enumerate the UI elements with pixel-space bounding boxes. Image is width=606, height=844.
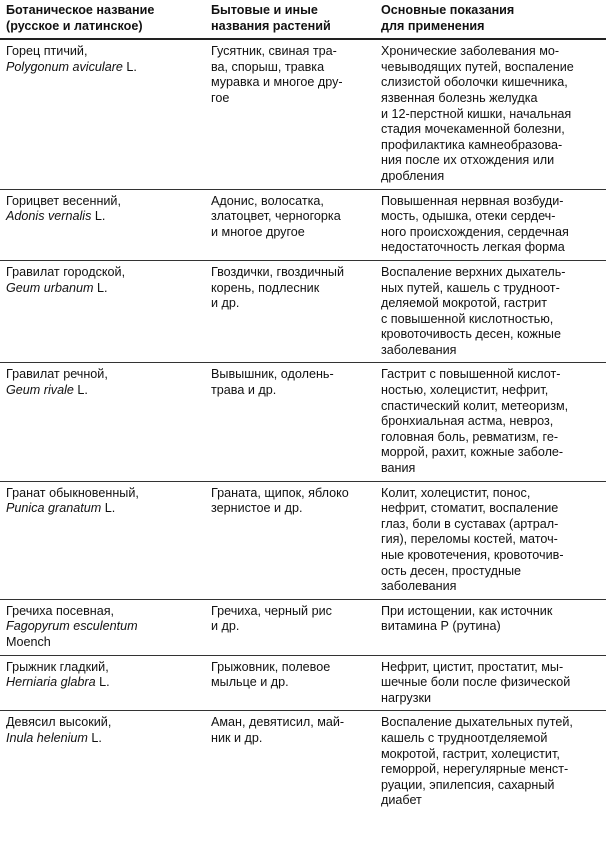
indications-line: слизистой оболочки кишечника, (381, 75, 568, 90)
indications-line: профилактика камнеобразова- (381, 137, 563, 152)
botanical-name-cell (0, 363, 205, 481)
indications-line: геморрой, нерегулярные менст- (381, 762, 569, 777)
common-names-line: и др. (211, 296, 240, 311)
latin-name: Punica granatum (6, 501, 102, 516)
table-row (0, 260, 606, 363)
indications-cell (375, 711, 606, 813)
indications-line: недостаточность легкая форма (381, 240, 565, 255)
russian-name: Гравилат городской, (6, 264, 126, 279)
author-abbreviation: L. (95, 675, 110, 690)
table-row (0, 481, 606, 599)
latin-name: Fagopyrum esculentum (6, 619, 138, 634)
indications-line: ость десен, простудные (381, 563, 522, 578)
header-botanical-name (0, 0, 205, 39)
indications-line: стадия мочекаменной болезни, (381, 122, 565, 137)
common-names-line: Гречиха, черный рис (211, 603, 332, 618)
indications-line: мость, одышка, отеки сердеч- (381, 209, 556, 224)
latin-name-line (6, 635, 199, 651)
indications-cell (375, 655, 606, 711)
indications-line: и 12-перстной кишки, начальная (381, 106, 572, 121)
botanical-name-cell (0, 39, 205, 189)
indications-line: головная боль, ревматизм, ге- (381, 429, 559, 444)
indications-line: кашель с трудноотделяемой (381, 730, 548, 745)
common-names-line: и др. (211, 619, 240, 634)
common-names-line: Вывышник, одолень- (211, 367, 334, 382)
botanical-name-cell (0, 260, 205, 363)
header-line: Ботаническое название (6, 3, 155, 17)
indications-line: глаз, боли в суставах (артрал- (381, 516, 559, 531)
latin-name: Inula helenium (6, 730, 88, 745)
latin-name-line (6, 281, 199, 297)
common-names-line: ник и др. (211, 730, 263, 745)
russian-name: Девясил высокий, (6, 715, 112, 730)
indications-line: диабет (381, 793, 422, 808)
indications-cell (375, 599, 606, 655)
header-row (0, 0, 606, 39)
indications-line: Воспаление верхних дыхатель- (381, 264, 566, 279)
indications-line: деляемой мокротой, гастрит (381, 296, 548, 311)
indications-line: Гастрит с повышенной кислот- (381, 367, 561, 382)
indications-line: моррой, рахит, кожные заболе- (381, 445, 564, 460)
indications-line: заболевания (381, 342, 457, 357)
indications-line: с повышенной кислотностью, (381, 311, 554, 326)
indications-line: Нефрит, цистит, простатит, мы- (381, 659, 564, 674)
latin-name: Herniaria glabra (6, 675, 96, 690)
author-abbreviation: L. (93, 280, 108, 295)
indications-line: ные кровотечения, кровоточив- (381, 548, 564, 562)
indications-line: мокротой, гастрит, холецистит, (381, 746, 560, 761)
indications-cell (375, 481, 606, 599)
latin-name-line (6, 383, 199, 399)
table-row (0, 655, 606, 711)
indications-line: чевыводящих путей, воспаление (381, 59, 574, 74)
header-line: Основные показания (381, 3, 515, 17)
latin-name: Geum rivale (6, 383, 74, 398)
table-row (0, 711, 606, 813)
latin-name-line (6, 619, 199, 635)
russian-name: Грыжник гладкий, (6, 659, 109, 674)
table-row (0, 363, 606, 481)
header-line: для применения (381, 18, 485, 33)
common-names-line: муравка и многое дру- (211, 75, 343, 90)
indications-line: ностью, холецистит, нефрит, (381, 383, 549, 398)
header-line: (русское и латинское) (6, 18, 143, 33)
indications-line: Повышенная нервная возбуди- (381, 193, 564, 208)
botanical-name-cell (0, 481, 205, 599)
common-names-cell (205, 39, 375, 189)
author-abbreviation: L. (87, 730, 102, 745)
common-names-line: ва, спорыш, травка (211, 59, 325, 74)
indications-line: дробления (381, 168, 445, 183)
author-abbreviation: L. (91, 209, 106, 224)
header-common-names (205, 0, 375, 39)
common-names-line: зернистое и др. (211, 501, 303, 516)
common-names-line: Грыжовник, полевое (211, 659, 331, 674)
indications-line: ния после их отхождения или (381, 153, 555, 168)
author-abbreviation: L. (101, 501, 116, 516)
indications-line: Воспаление дыхательных путей, (381, 715, 573, 730)
common-names-line: гое (211, 90, 230, 105)
common-names-cell (205, 260, 375, 363)
common-names-line: Аман, девятисил, май- (211, 715, 345, 730)
botanical-name-cell (0, 711, 205, 813)
latin-name-line (6, 675, 199, 691)
latin-name: Adonis vernalis (6, 209, 92, 224)
indications-line: кровоточивость десен, кожные (381, 327, 561, 342)
common-names-line: Гвоздички, гвоздичный (211, 264, 344, 279)
latin-name-line (6, 60, 199, 76)
botanical-name-cell (0, 189, 205, 260)
common-names-line: и многое другое (211, 224, 305, 239)
indications-line: руации, эпилепсия, сахарный (381, 777, 555, 792)
indications-cell (375, 39, 606, 189)
common-names-line: трава и др. (211, 383, 277, 398)
header-line: названия растений (211, 18, 331, 33)
common-names-cell (205, 481, 375, 599)
common-names-line: златоцвет, черногорка (211, 209, 341, 224)
indications-line: нефрит, стоматит, воспаление (381, 501, 559, 516)
common-names-cell (205, 363, 375, 481)
author-abbreviation: Moench (6, 634, 51, 649)
header-line: Бытовые и иные (211, 3, 318, 17)
table-row (0, 189, 606, 260)
latin-name: Geum urbanum (6, 280, 94, 295)
indications-line: бронхиальная астма, невроз, (381, 414, 554, 429)
latin-name-line (6, 501, 199, 517)
table-row (0, 39, 606, 189)
russian-name: Гречиха посевная, (6, 603, 115, 618)
common-names-cell (205, 655, 375, 711)
common-names-cell (205, 599, 375, 655)
russian-name: Гранат обыкновенный, (6, 485, 139, 500)
author-abbreviation: L. (73, 383, 88, 398)
russian-name: Горицвет весенний, (6, 193, 121, 208)
indications-line: спастический колит, метеоризм, (381, 398, 569, 413)
latin-name: Polygonum aviculare (6, 59, 123, 74)
common-names-line: корень, подлесник (211, 280, 320, 295)
author-abbreviation: L. (122, 59, 137, 74)
indications-line: Хронические заболевания мо- (381, 44, 560, 59)
botanical-name-cell (0, 655, 205, 711)
indications-line: вания (381, 461, 416, 476)
indications-line: заболевания (381, 579, 457, 594)
common-names-line: Гусятник, свиная тра- (211, 44, 337, 59)
common-names-cell (205, 711, 375, 813)
botanical-name-cell (0, 599, 205, 655)
latin-name-line (6, 731, 199, 747)
common-names-line: Граната, щипок, яблоко (211, 485, 349, 500)
common-names-line: мыльце и др. (211, 675, 289, 690)
table-body (0, 39, 606, 813)
indications-cell (375, 260, 606, 363)
indications-line: язвенная болезнь желудка (381, 90, 538, 105)
russian-name: Гравилат речной, (6, 367, 108, 382)
header-indications (375, 0, 606, 39)
indications-line: витамина Р (рутина) (381, 619, 501, 634)
indications-line: ных путей, кашель с трудноот- (381, 280, 560, 295)
indications-line: шечные боли после физической (381, 675, 571, 690)
latin-name-line (6, 209, 199, 225)
indications-line: ного происхождения, сердечная (381, 224, 569, 239)
indications-line: Колит, холецистит, понос, (381, 485, 531, 500)
indications-line: гия), переломы костей, маточ- (381, 532, 558, 547)
russian-name: Горец птичий, (6, 44, 88, 59)
indications-line: нагрузки (381, 690, 432, 705)
indications-line: При истощении, как источник (381, 603, 553, 618)
common-names-cell (205, 189, 375, 260)
indications-cell (375, 189, 606, 260)
table-row (0, 599, 606, 655)
common-names-line: Адонис, волосатка, (211, 193, 324, 208)
indications-cell (375, 363, 606, 481)
